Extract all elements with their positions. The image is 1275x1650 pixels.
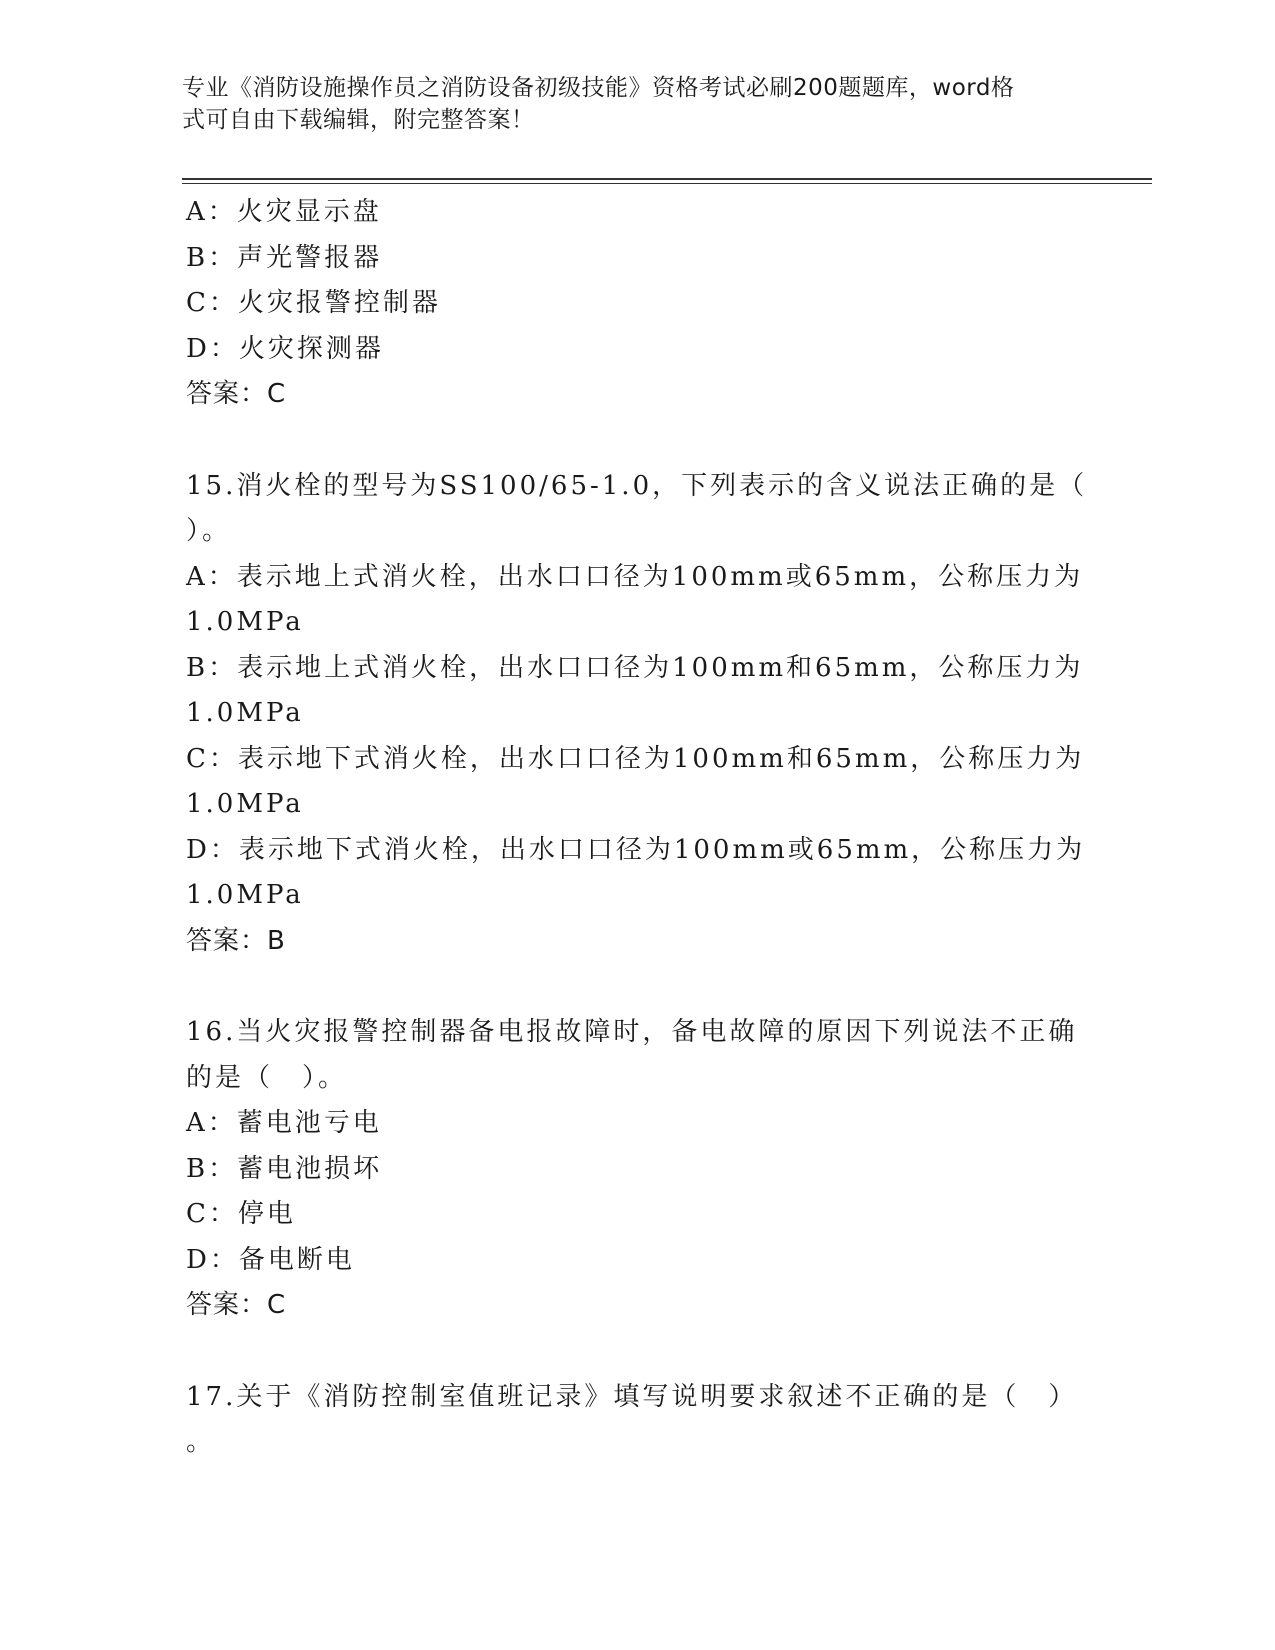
question-15 bbox=[186, 464, 1086, 965]
question-16 bbox=[186, 1010, 1086, 1329]
option-d: D：表示地下式消火栓，出水口口径为100mm或65mm，公称压力为 bbox=[186, 834, 1086, 865]
option-b: B：声光警报器 bbox=[186, 242, 383, 273]
answer: 答案：C bbox=[186, 379, 287, 409]
question-stem-cont: 。 bbox=[186, 1427, 216, 1457]
option-b: B：蓄电池损坏 bbox=[186, 1153, 383, 1184]
question-list bbox=[186, 190, 1086, 1466]
option-a: A：表示地上式消火栓，出水口口径为100mm或65mm，公称压力为 bbox=[186, 561, 1084, 592]
option-d: D：火灾探测器 bbox=[186, 333, 384, 364]
question-stem-cont: 的是（ ）。 bbox=[186, 1062, 348, 1093]
header-rule-thick bbox=[182, 178, 1152, 180]
answer: 答案：C bbox=[186, 1290, 287, 1320]
spacer bbox=[186, 964, 1086, 1010]
option-c: C：表示地下式消火栓，出水口口径为100mm和65mm，公称压力为 bbox=[186, 743, 1085, 774]
option-a: A：蓄电池亏电 bbox=[186, 1108, 382, 1138]
option-c: C：停电 bbox=[186, 1199, 296, 1229]
question-17 bbox=[186, 1375, 1086, 1466]
document-header bbox=[182, 72, 1062, 136]
option-c-cont: 1.0MPa bbox=[186, 789, 304, 819]
option-b-cont: 1.0MPa bbox=[186, 698, 304, 728]
spacer bbox=[186, 1329, 1086, 1375]
question-14 bbox=[186, 190, 1086, 418]
header-line-1: 专业《消防设施操作员之消防设备初级技能》资格考试必刷200题题库，word格 bbox=[182, 75, 1015, 101]
option-c: C：火灾报警控制器 bbox=[186, 288, 441, 318]
spacer bbox=[186, 418, 1086, 464]
question-stem-cont: ）。 bbox=[186, 516, 232, 546]
option-a: A：火灾显示盘 bbox=[186, 197, 382, 227]
question-stem: 15.消火栓的型号为SS100/65-1.0，下列表示的含义说法正确的是（ bbox=[186, 470, 1088, 501]
header-rule-thin bbox=[182, 183, 1152, 184]
question-stem: 16.当火灾报警控制器备电报故障时，备电故障的原因下列说法不正确 bbox=[186, 1017, 1078, 1047]
question-stem: 17.关于《消防控制室值班记录》填写说明要求叙述不正确的是（ ） bbox=[186, 1381, 1078, 1412]
option-b: B：表示地上式消火栓，出水口口径为100mm和65mm，公称压力为 bbox=[186, 652, 1084, 683]
option-a-cont: 1.0MPa bbox=[186, 607, 304, 637]
option-d-cont: 1.0MPa bbox=[186, 880, 304, 910]
header-line-2: 式可自由下载编辑，附完整答案！ bbox=[182, 107, 535, 133]
option-d: D：备电断电 bbox=[186, 1244, 355, 1275]
answer: 答案：B bbox=[186, 925, 286, 956]
